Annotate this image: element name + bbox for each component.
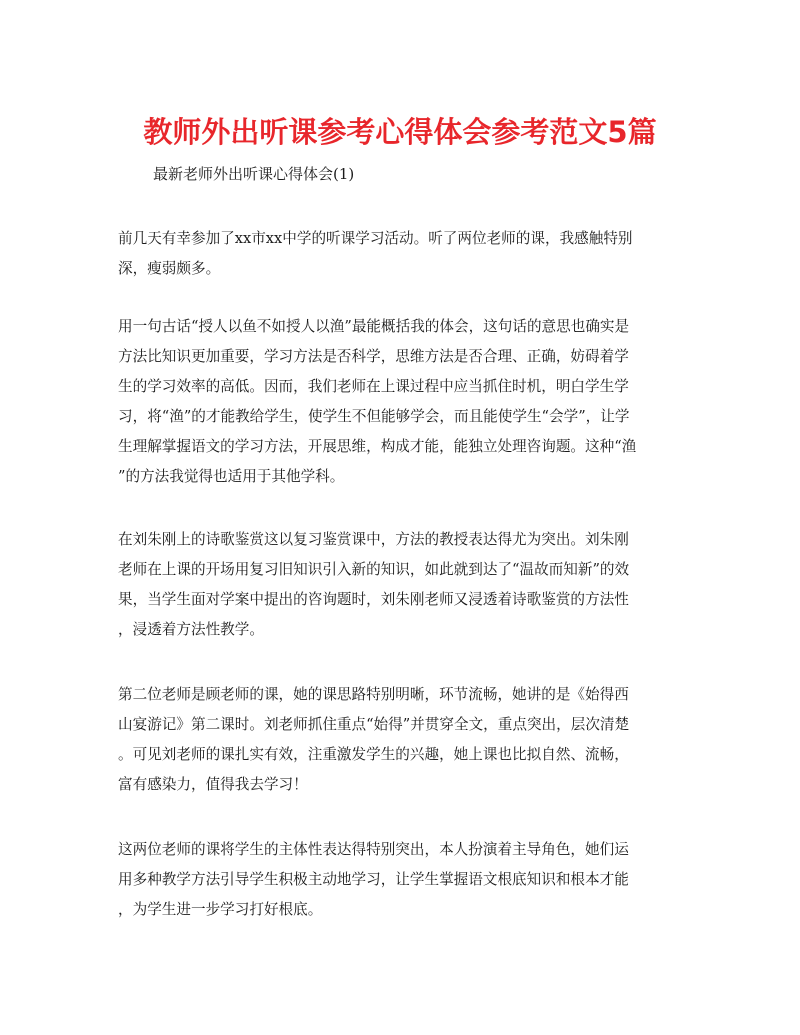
paragraph-3 [118,525,688,645]
paragraph-line: 。可见刘老师的课扎实有效，注重激发学生的兴趣，她上课也比拟自然、流畅， [118,746,629,763]
paragraph-line: 习，将“渔”的才能教给学生，使学生不但能够学会，而且能使学生“会学”，让学 [118,408,630,425]
paragraph-line: ，浸透着方法性教学。 [118,621,264,638]
paragraph-line: 前几天有幸参加了xx市xx中学的听课学习活动。听了两位老师的课，我感触特别 [118,230,633,247]
paragraph-line: 这两位老师的课将学生的主体性表达得特别突出，本人扮演着主导角色，她们运 [118,841,629,858]
paragraph-4 [118,680,688,800]
paragraph-line: ”的方法我觉得也适用于其他学科。 [118,468,345,485]
paragraph-line: ，为学生进一步学习打好根底。 [118,901,323,918]
paragraph-1 [118,224,688,284]
paragraph-line: 在刘朱刚上的诗歌鉴赏这以复习鉴赏课中，方法的教授表达得尤为突出。刘朱刚 [118,531,629,548]
paragraph-line: 富有感染力，值得我去学习！ [118,776,308,793]
paragraph-line: 果，当学生面对学案中提出的咨询题时，刘朱刚老师又浸透着诗歌鉴赏的方法性 [118,591,629,608]
paragraph-5 [118,835,688,925]
paragraph-line: 深，瘦弱颇多。 [118,260,221,277]
paragraph-line: 老师在上课的开场用复习旧知识引入新的知识，如此就到达了“温故而知新”的效 [118,561,630,578]
paragraph-line: 用一句古话“授人以鱼不如授人以渔”最能概括我的体会，这句话的意思也确实是 [118,318,630,335]
paragraph-line: 生的学习效率的高低。因而，我们老师在上课过程中应当抓住时机，明白学生学 [118,378,629,395]
paragraph-line: 生理解掌握语文的学习方法，开展思维，构成才能，能独立处理咨询题。这种“渔 [118,438,637,455]
paragraph-line: 第二位老师是顾老师的课，她的课思路特别明晰，环节流畅，她讲的是《始得西 [118,686,629,703]
document-subtitle: 最新老师外出听课心得体会(1) [153,165,355,183]
paragraph-line: 方法比知识更加重要，学习方法是否科学，思维方法是否合理、正确，妨碍着学 [118,348,629,365]
paragraph-2 [118,312,688,492]
document-title: 教师外出听课参考心得体会参考范文5篇 [143,115,657,149]
paragraph-line: 山宴游记》第二课时。刘老师抓住重点“始得”并贯穿全文，重点突出，层次清楚 [118,716,630,733]
paragraph-line: 用多种教学方法引导学生积极主动地学习，让学生掌握语文根底知识和根本才能 [118,871,629,888]
